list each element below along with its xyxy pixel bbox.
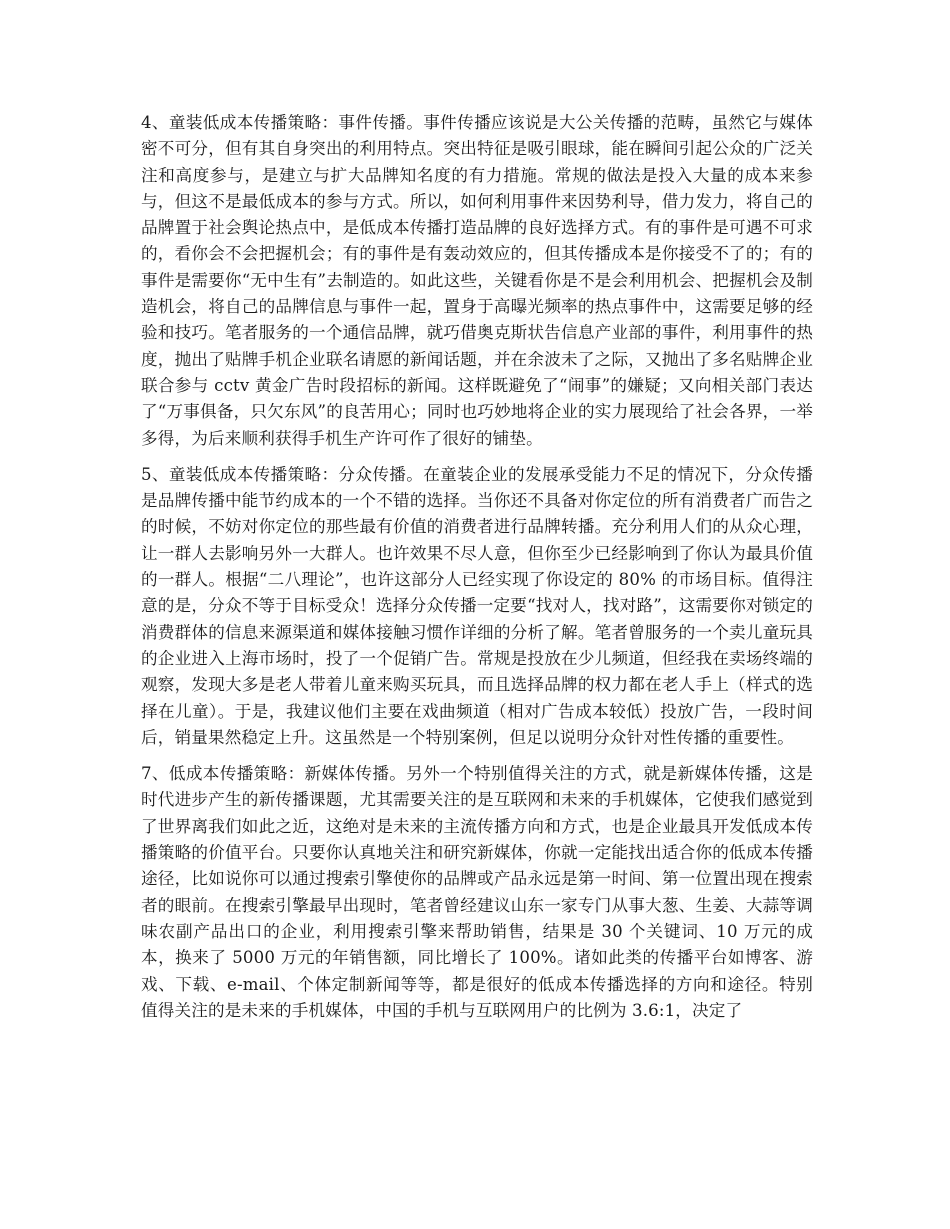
paragraph-new-media-communication: 7、低成本传播策略：新媒体传播。另外一个特别值得关注的方式，就是新媒体传播，这是时代进步产生的新传播课题，尤其需要关注的是互联网和未来的手机媒体，它使我们感觉到了世界离我们如此之近，这绝对是未来的主流传播方向和方式，也是企业最具开发低成本传播策略的价值平台。只要你认真地关注和研究新媒体，你就一定能找出适合你的低成本传播途径，比如说你可以通过搜索引擎使你的品牌或产品永远是第一时间、第一位置出现在搜索者的眼前。在搜索引擎最早出现时，笔者曾经建议山东一家专门从事大葱、生姜、大蒜等调味农副产品出口的企业，利用搜索引擎来帮助销售，结果是 30 个关键词、10 万元的成本，换来了 5000 万元的年销售额，同比增长了 100%。诸如此类的传播平台如博客、游戏、下载、e-mail、个体定制新闻等等，都是很好的低成本传播选择的方向和途径。特别值得关注的是未来的手机媒体，中国的手机与互联网用户的比例为 3.6:1，决定了: [141, 764, 813, 1020]
paragraph-segmented-communication: 5、童装低成本传播策略：分众传播。在童装企业的发展承受能力不足的情况下，分众传播是品牌传播中能节约成本的一个不错的选择。当你还不具备对你定位的所有消费者广而告之的时候，不妨对你定位的那些最有价值的消费者进行品牌转播。充分利用人们的从众心理，让一群人去影响另外一大群人。也许效果不尽人意，但你至少已经影响到了你认为最具价值的一群人。根据“二八理论”，也许这部分人已经实现了你设定的 80% 的市场目标。值得注意的是，分众不等于目标受众！选择分众传播一定要“找对人，找对路”，这需要你对锁定的消费群体的信息来源渠道和媒体接触习惯作详细的分析了解。笔者曾服务的一个卖儿童玩具的企业进入上海市场时，投了一个促销广告。常规是投放在少儿频道，但经我在卖场终端的观察，发现大多是老人带着儿童来购买玩具，而且选择品牌的权力都在老人手上（样式的选择在儿童）。于是，我建议他们主要在戏曲频道（相对广告成本较低）投放广告，一段时间后，销量果然稳定上升。这虽然是一个特别案例，但足以说明分众针对性传播的重要性。: [141, 464, 813, 747]
paragraph-event-communication: 4、童装低成本传播策略：事件传播。事件传播应该说是大公关传播的范畴，虽然它与媒体密不可分，但有其自身突出的利用特点。突出特征是吸引眼球，能在瞬间引起公众的广泛关注和高度参与，是建立与扩大品牌知名度的有力措施。常规的做法是投入大量的成本来参与，但这不是最低成本的参与方式。所以，如何利用事件来因势利导，借力发力，将自己的品牌置于社会舆论热点中，是低成本传播打造品牌的良好选择方式。有的事件是可遇不可求的，看你会不会把握机会；有的事件是有轰动效应的，但其传播成本是你接受不了的；有的事件是需要你“无中生有”去制造的。如此这些，关键看你是不是会利用机会、把握机会及制造机会，将自己的品牌信息与事件一起，置身于高曝光频率的热点事件中，这需要足够的经验和技巧。笔者服务的一个通信品牌，就巧借奥克斯状告信息产业部的事件，利用事件的热度，抛出了贴牌手机企业联名请愿的新闻话题，并在余波未了之际，又抛出了多名贴牌企业联合参与 cctv 黄金广告时段招标的新闻。这样既避免了“闹事”的嫌疑；又向相关部门表达了“万事俱备，只欠东风”的良苦用心；同时也巧妙地将企业的实力展现给了社会各界，一举多得，为后来顺利获得手机生产许可作了很好的铺垫。: [141, 113, 813, 448]
document-body: [141, 110, 813, 1034]
